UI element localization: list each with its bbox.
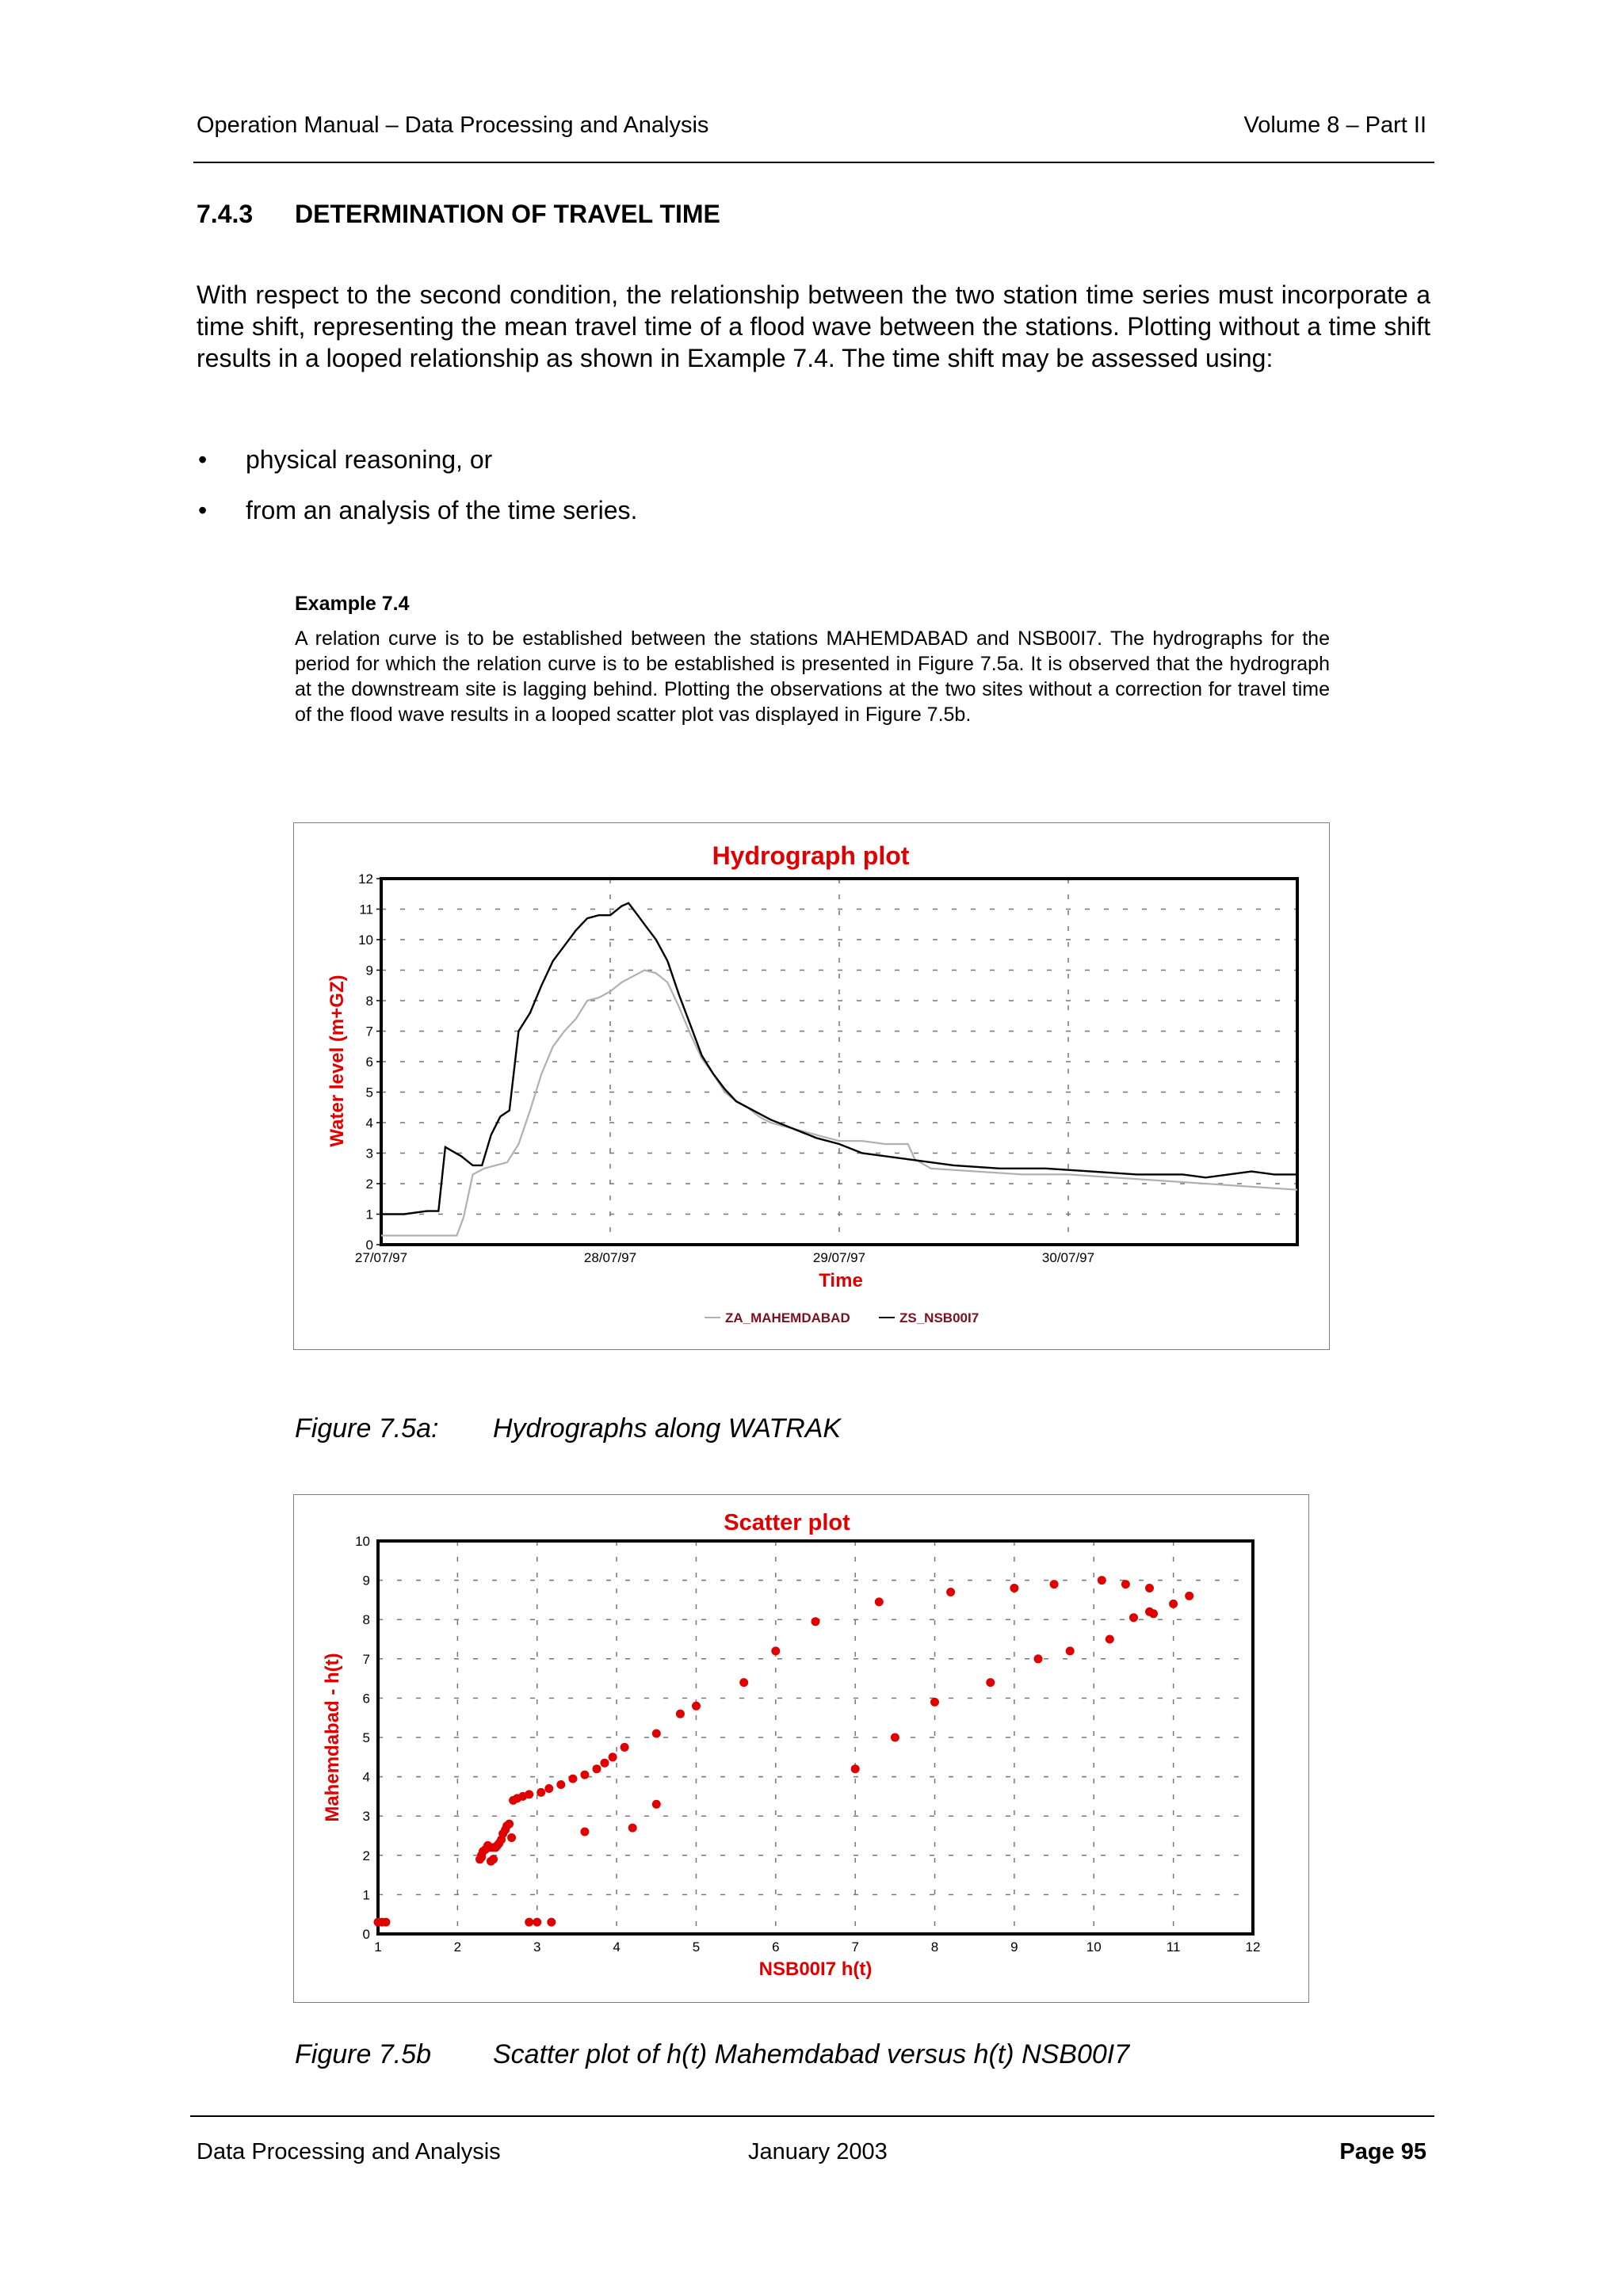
scatter-point [621,1743,629,1752]
x-tick-label: 10 [1086,1939,1102,1955]
scatter-point [544,1784,553,1793]
y-tick-label: 2 [362,1848,370,1863]
y-tick-label: 4 [362,1769,370,1785]
legend-label-mahemdabad: ZA_MAHEMDABAD [725,1310,850,1325]
y-tick-label: 6 [365,1055,373,1070]
bullet-list [197,444,1385,545]
scatter-point [601,1759,609,1768]
scatter-point [1050,1580,1059,1589]
x-tick-label: 30/07/97 [1041,1250,1095,1265]
y-tick-label: 7 [362,1651,370,1667]
scatter-point [593,1764,601,1773]
x-tick-label: 3 [533,1939,541,1955]
scatter-point [1185,1592,1193,1600]
header-rule [193,162,1434,163]
chart-grid [378,1541,1253,1934]
y-tick-label: 3 [365,1146,373,1161]
footer-rule [190,2115,1434,2117]
scatter-point [609,1753,617,1761]
hydrograph-chart-frame [293,822,1330,1350]
scatter-point [812,1617,820,1626]
scatter-point [930,1698,939,1707]
scatter-point [1121,1580,1130,1589]
x-tick-label: 2 [453,1939,462,1955]
y-tick-label: 12 [358,871,373,887]
x-tick-label: 11 [1166,1939,1181,1955]
scatter-point [739,1678,748,1687]
scatter-point [771,1646,780,1655]
y-axis-label: Water level (m+GZ) [327,974,348,1147]
y-tick-label: 9 [365,963,373,978]
x-tick-label: 8 [930,1939,939,1955]
figure-b-caption: Scatter plot of h(t) Mahemdabad versus h(t) NSB00I7 [493,2039,1130,2069]
y-tick-label: 11 [359,902,373,917]
scatter-point [1098,1576,1106,1585]
scatter-chart-frame [293,1494,1309,2003]
scatter-point [986,1678,995,1687]
y-axis-ticks [358,871,381,1253]
example-title: Example 7.4 [295,593,410,615]
legend-label-nsb00i7: ZS_NSB00I7 [899,1310,980,1325]
x-tick-label: 5 [692,1939,701,1955]
y-tick-label: 5 [365,1085,373,1100]
scatter-point [1010,1584,1018,1592]
scatter-point [477,1853,486,1862]
scatter-point [568,1775,577,1783]
scatter-point [580,1771,589,1779]
scatter-point [891,1733,899,1742]
y-tick-label: 8 [362,1612,370,1628]
scatter-point [1034,1654,1043,1663]
y-tick-label: 3 [362,1809,370,1825]
running-header-left: Operation Manual – Data Processing and Analysis [197,113,709,138]
figure-b-label: Figure 7.5b [295,2039,431,2069]
scatter-point [580,1828,589,1836]
y-tick-label: 4 [365,1116,373,1131]
scatter-point [537,1788,545,1797]
scatter-point [652,1800,661,1809]
bullet-icon: • [198,496,208,524]
scatter-point [676,1710,685,1718]
footer-left: Data Processing and Analysis [197,2139,501,2164]
page-number: Page 95 [1339,2139,1426,2164]
y-tick-label: 0 [362,1927,370,1942]
list-item [197,494,1385,545]
scatter-point [1129,1613,1138,1622]
x-axis-ticks [355,1250,1094,1265]
x-tick-label: 7 [851,1939,859,1955]
chart-title: Scatter plot [724,1510,850,1535]
y-tick-label: 1 [362,1887,370,1903]
scatter-point [628,1824,637,1833]
section-number: 7.4.3 [197,200,254,228]
scatter-point [382,1918,391,1927]
y-tick-label: 5 [362,1730,370,1745]
scatter-point [1145,1584,1154,1592]
footer-center: January 2003 [748,2139,888,2164]
scatter-points [374,1576,1194,1927]
x-tick-label: 1 [374,1939,382,1955]
bullet-text: physical reasoning, or [246,445,493,474]
scatter-point [1149,1609,1158,1618]
x-tick-label: 12 [1245,1939,1261,1955]
running-header-right: Volume 8 – Part II [1243,113,1426,138]
x-axis-ticks [374,1939,1260,1955]
figure-a-caption: Hydrographs along WATRAK [493,1413,842,1444]
y-axis-label: Mahemdabad - h(t) [322,1653,343,1822]
x-tick-label: 27/07/97 [354,1250,408,1265]
y-tick-label: 8 [365,994,373,1009]
hydrograph-chart [294,823,1329,1349]
scatter-point [946,1588,955,1596]
bullet-text: from an analysis of the time series. [246,496,638,524]
scatter-point [489,1855,498,1863]
scatter-point [556,1780,565,1789]
section-title: DETERMINATION OF TRAVEL TIME [295,200,720,228]
bullet-icon: • [198,445,208,474]
scatter-point [525,1790,533,1798]
y-tick-label: 6 [362,1691,370,1707]
list-item [197,444,1385,494]
scatter-point [1169,1600,1178,1608]
scatter-point [875,1597,884,1606]
scatter-point [652,1730,661,1738]
chart-title: Hydrograph plot [712,841,910,870]
x-tick-label: 6 [772,1939,780,1955]
x-tick-label: 4 [613,1939,621,1955]
x-axis-label: NSB00I7 h(t) [758,1958,873,1980]
chart-grid [381,879,1297,1245]
scatter-point [488,1843,497,1852]
example-text: A relation curve is to be established between the stations MAHEMDABAD and NSB00I7. The hydrographs for the period for which the relation curve is to be established is presented in Figure 7.5a. It is observed that the hydrograph at the downstream site is lagging behind. Plotting the observations at the two sites without a correction for travel time of the flood wave results in a looped scatter plot vas displayed in Figure 7.5b. [295,627,1330,726]
scatter-point [505,1820,514,1829]
legend [705,1310,979,1325]
scatter-point [547,1918,556,1927]
body-paragraph: With respect to the second condition, the relationship between the two station time series must incorporate a time shift, representing the mean travel time of a flood wave between the stations. Plotting without a time shift results in a looped relationship as shown in Example 7.4. The time shift may be assessed using: [197,280,1430,372]
y-tick-label: 10 [358,933,373,948]
scatter-chart [294,1495,1308,2002]
x-axis-label: Time [819,1270,863,1291]
scatter-point [507,1833,516,1842]
y-axis-ticks [355,1534,370,1942]
figure-a-label: Figure 7.5a: [295,1413,439,1444]
y-tick-label: 0 [365,1238,373,1253]
y-tick-label: 10 [355,1534,370,1549]
y-tick-label: 1 [365,1207,373,1222]
x-tick-label: 28/07/97 [583,1250,637,1265]
scatter-point [1066,1646,1075,1655]
y-tick-label: 9 [362,1573,370,1589]
scatter-point [1106,1635,1114,1644]
scatter-point [525,1918,533,1927]
x-tick-label: 9 [1010,1939,1018,1955]
y-tick-label: 7 [365,1024,373,1039]
scatter-point [692,1702,701,1711]
scatter-point [851,1764,860,1773]
scatter-point [533,1918,541,1927]
x-tick-label: 29/07/97 [812,1250,866,1265]
y-tick-label: 2 [365,1177,373,1192]
